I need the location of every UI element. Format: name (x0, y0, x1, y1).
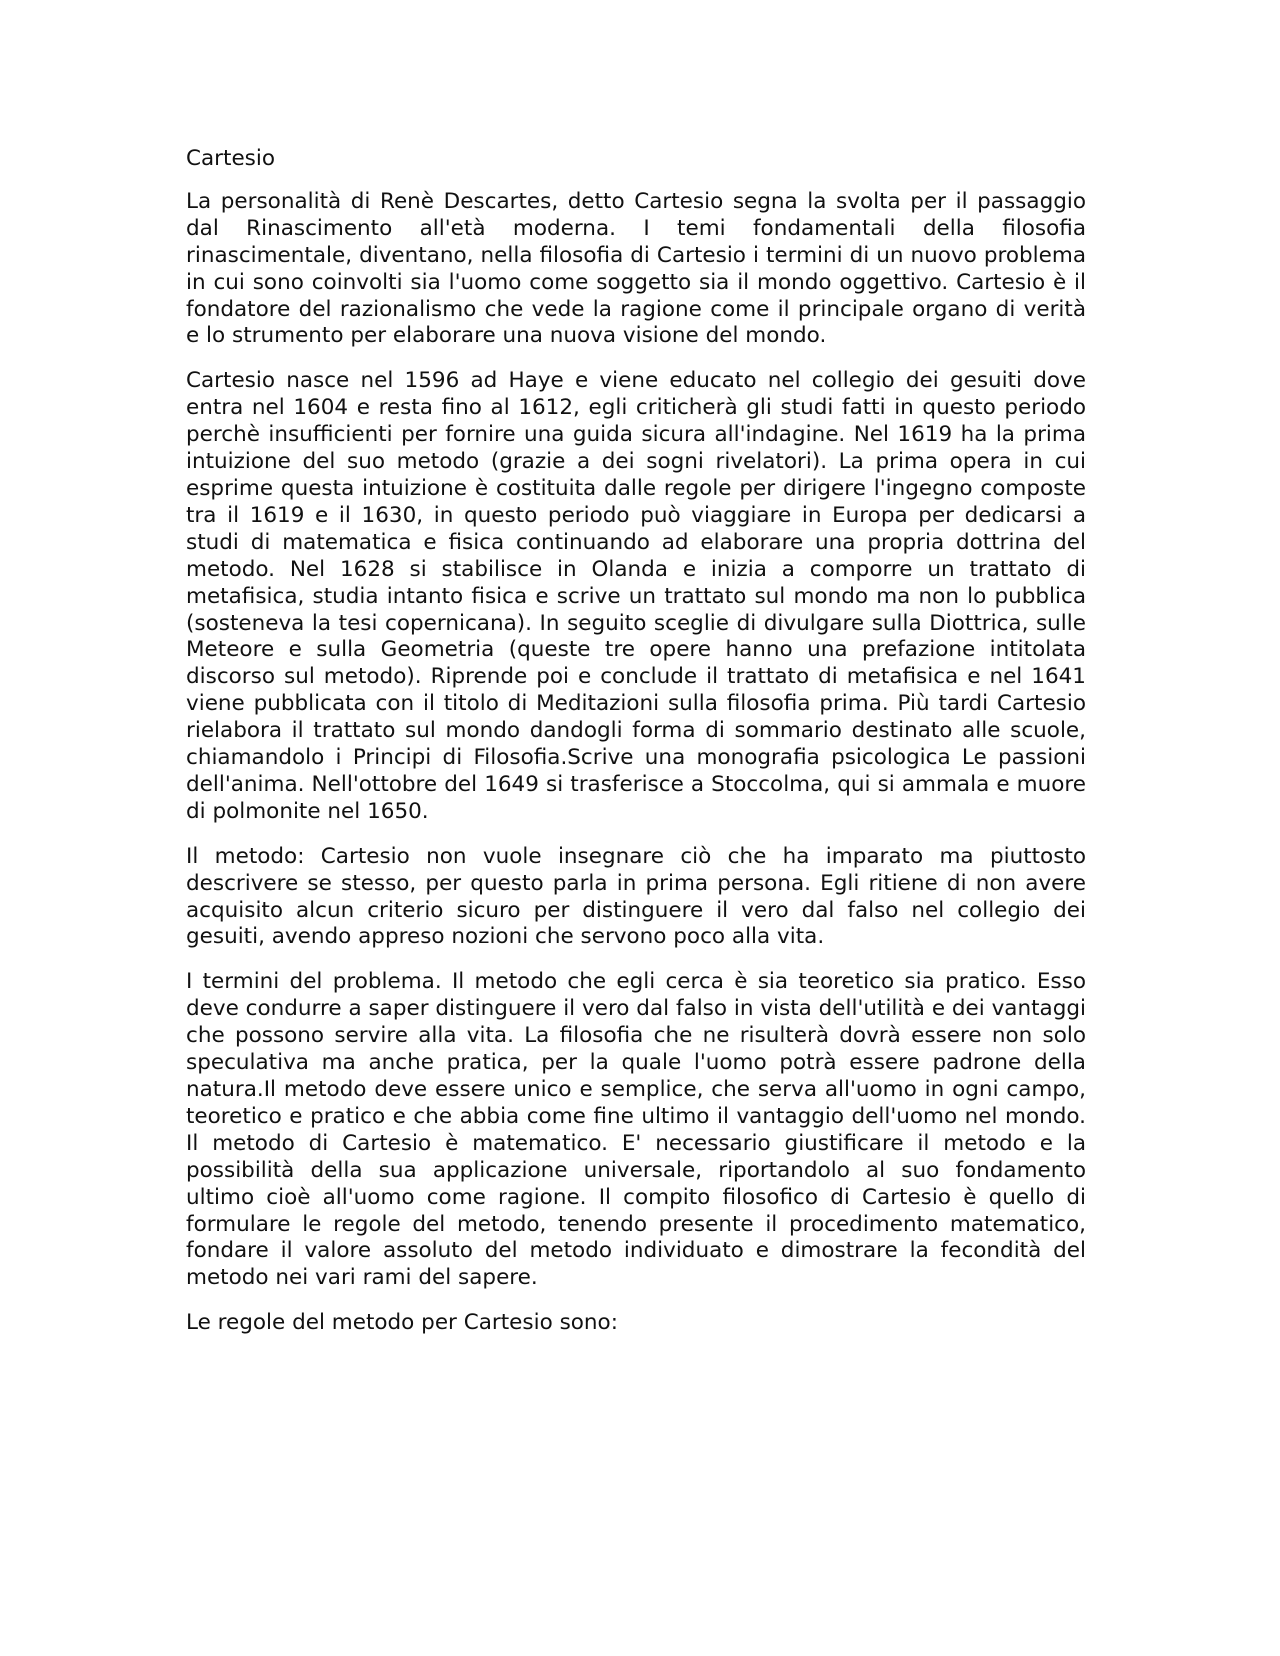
document-title: Cartesio (186, 146, 276, 171)
paragraph-biography: Cartesio nasce nel 1596 ad Haye e viene educato nel collegio dei gesuiti dove entra nel 1604 e resta fino al 1612, egli criticherà gli studi fatti in questo periodo perchè insufficienti per fornire una guida sicura all'indagine. Nel 1619 ha la prima intuizione del suo metodo (grazie a dei sogni rivelatori). La prima opera in cui esprime questa intuizione è costituita dalle regole per dirigere l'ingegno composte tra il 1619 e il 1630, in questo periodo può viaggiare in Europa per dedicarsi a studi di matematica e fisica continuando ad elaborare una propria dottrina del metodo. Nel 1628 si stabilisce in Olanda e inizia a comporre un trattato di metafisica, studia intanto fisica e scrive un trattato sul mondo ma non lo pubblica (sosteneva la tesi copernicana). In seguito sceglie di divulgare sulla Diottrica, sulle Meteore e sulla Geometria (queste tre opere hanno una prefazione intitolata discorso sul metodo). Riprende poi e conclude il trattato di metafisica e nel 1641 viene pubblicata con il titolo di Meditazioni sulla filosofia prima. Più tardi Cartesio rielabora il trattato sul mondo dandogli forma di sommario destinato alle scuole, chiamandolo i Principi di Filosofia.Scrive una monografia psicologica Le passioni dell'anima. Nell'ottobre del 1649 si trasferisce a Stoccolma, qui si ammala e muore di polmonite nel 1650. (186, 368, 1086, 824)
paragraph-intro: La personalità di Renè Descartes, detto Cartesio segna la svolta per il passaggio dal Rinascimento all'età moderna. I temi fondamentali della filosofia rinascimentale, diventano, nella filosofia di Cartesio i termini di un nuovo problema in cui sono coinvolti sia l'uomo come soggetto sia il mondo oggettivo. Cartesio è il fondatore del razionalismo che vede la ragione come il principale organo di verità e lo strumento per elaborare una nuova visione del mondo. (186, 188, 1086, 349)
paragraph-method: Il metodo: Cartesio non vuole insegnare ciò che ha imparato ma piuttosto descrivere se stesso, per questo parla in prima persona. Egli ritiene di non avere acquisito alcun criterio sicuro per distinguere il vero dal falso nel collegio dei gesuiti, avendo appreso nozioni che servono poco alla vita. (186, 843, 1086, 950)
document-body (186, 146, 1086, 1355)
paragraph-rules-intro: Le regole del metodo per Cartesio sono: (186, 1310, 618, 1336)
paragraph-problem-terms: I termini del problema. Il metodo che egli cerca è sia teoretico sia pratico. Esso deve condurre a saper distinguere il vero dal falso in vista dell'utilità e dei vantaggi che possono servire alla vita. La filosofia che ne risulterà dovrà essere non solo speculativa ma anche pratica, per la quale l'uomo potrà essere padrone della natura.Il metodo deve essere unico e semplice, che serva all'uomo in ogni campo, teoretico e pratico e che abbia come fine ultimo il vantaggio dell'uomo nel mondo. Il metodo di Cartesio è matematico. E' necessario giustificare il metodo e la possibilità della sua applicazione universale, riportandolo al suo fondamento ultimo cioè all'uomo come ragione. Il compito filosofico di Cartesio è quello di formulare le regole del metodo, tenendo presente il procedimento matematico, fondare il valore assoluto del metodo individuato e dimostrare la fecondità del metodo nei vari rami del sapere. (186, 969, 1086, 1291)
